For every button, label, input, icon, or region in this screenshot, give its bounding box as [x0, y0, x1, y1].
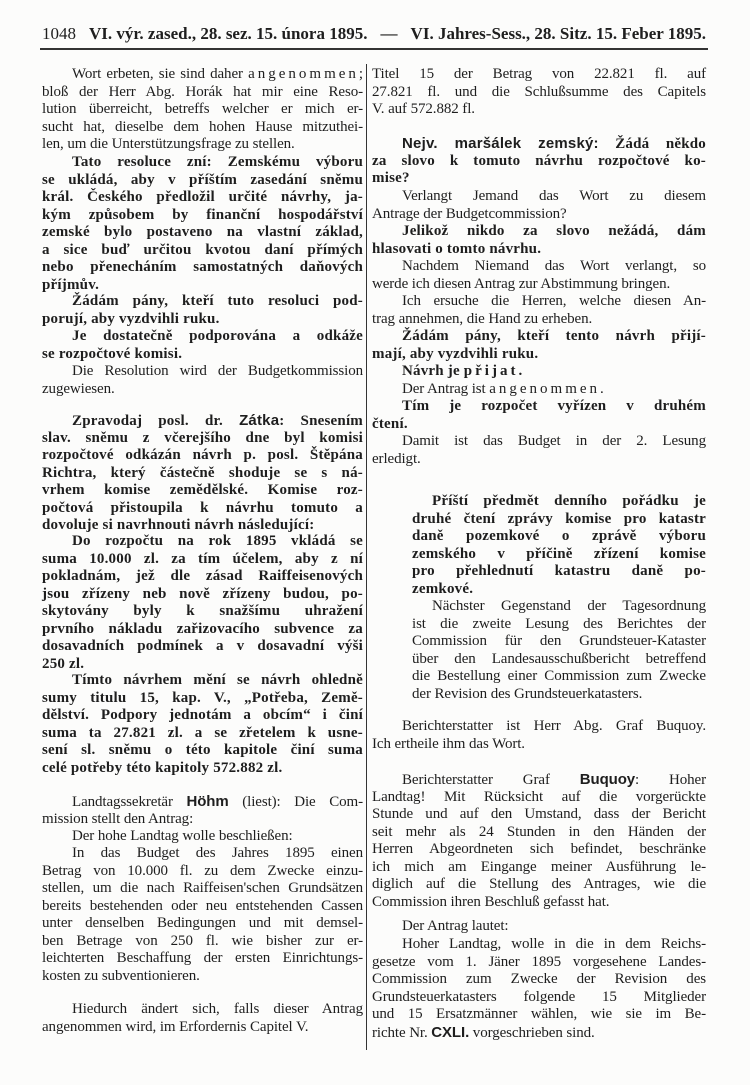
- paragraph-rapporteur-buquoy-de: [372, 771, 706, 911]
- text-line: bloß der Herr Abg. Horák hat mir eine Reso-: [42, 83, 363, 100]
- paragraph-landtag-resolve: [42, 828, 363, 846]
- text-line: 27.821 fl. und die Schlußsumme des Capitels: [372, 83, 706, 100]
- text-line: Landtag! Mit Rücksicht auf die vorgerückte: [372, 788, 706, 805]
- text-line: kosten zu subventionieren.: [42, 967, 200, 984]
- paragraph-next-agenda: [412, 493, 706, 598]
- text-segment: : Hoher: [635, 772, 707, 788]
- text-line: Stunde und auf den Umstand, dass der Bericht: [372, 806, 706, 822]
- paragraph-marshal-question: [372, 135, 706, 188]
- emphasized-word: angenommen: [489, 381, 601, 397]
- text-segment: Berichterstatter Graf: [402, 772, 580, 788]
- paragraph-secretary-hohm: [42, 793, 363, 828]
- text-line: Berichterstatter ist Herr Abg. Graf Buquoy.: [402, 718, 706, 734]
- text-line: rozpočtové odkázán návrh p. posl. Štěpána: [42, 447, 363, 463]
- text-line: [42, 412, 363, 430]
- paragraph-vote-call-de: [372, 258, 706, 293]
- paragraph-budget-proposal: [42, 533, 363, 673]
- text-line: [42, 793, 363, 811]
- text-line: pro přehlednutí katastru daně po-: [412, 563, 706, 579]
- speaker-name: Zátka: [239, 412, 280, 429]
- text-line: zugewiesen.: [42, 380, 115, 397]
- speaker-name: Nejv. maršálek zemský:: [402, 135, 599, 152]
- text-line: Nachdem Niemand das Wort verlangt, so: [402, 258, 706, 274]
- text-line: vrhem komise zemědělské. Komise roz-: [42, 482, 363, 498]
- text-line: Commission zum Zwecke der Revision des: [372, 971, 706, 987]
- text-line: Commission für den Grundsteuer-Kataster: [412, 633, 706, 649]
- text-line: a sice buď určitou kvotou daní přímých: [42, 241, 363, 258]
- text-line: Tímto návrhem mění se návrh ohledně: [72, 672, 363, 688]
- text-line: mají, aby vyzdvihli ruku.: [372, 345, 539, 362]
- header-german: VI. Jahres-Sess., 28. Sitz. 15. Feber 1895.: [410, 24, 706, 43]
- text-segment: richte Nr.: [372, 1024, 432, 1041]
- text-line: [372, 363, 706, 381]
- text-line: Je dostatečně podporována a odkáže: [72, 328, 363, 344]
- text-line: In das Budget des Jahres 1895 einen: [72, 845, 363, 861]
- paragraph-resolution-intro-de: [42, 66, 363, 154]
- text-line: Hoher Landtag, wolle in die in dem Reichs-: [402, 936, 706, 952]
- text-line: Jelikož nikdo za slovo nežádá, dám: [402, 223, 706, 239]
- speaker-name: Höhm: [186, 793, 229, 810]
- paragraph-title-amount-de: [372, 66, 706, 119]
- header-dash: —: [380, 24, 398, 43]
- text-line: [42, 66, 363, 84]
- speaker-name: CXLI.: [431, 1023, 470, 1041]
- text-line: král. Českého předložil určité návrhy, ja-: [42, 189, 363, 205]
- text-line: Grundsteuerkatasters folgende 15 Mitglieder: [372, 988, 706, 1005]
- text-line: seit mehr als 24 Stunden in den Händen der: [372, 823, 706, 840]
- text-line: Ich ersuche die Herren, welche diesen An-: [402, 293, 706, 309]
- text-line: zemské bylo postaveno na vlastní základ,: [42, 224, 363, 240]
- text-line: leichterten Beschaffung der ersten Einrichtungs-: [42, 950, 363, 966]
- text-line: die Bestellung einer Commission zum Zwecke: [412, 668, 706, 684]
- paragraph-resolution-assigned-de: [42, 363, 363, 398]
- text-line: Der hohe Landtag wolle beschließen:: [72, 828, 293, 844]
- text-line: erledigt.: [372, 450, 421, 467]
- text-line: jsou zřízeny neb nově zřízeny budou, po-: [42, 585, 363, 602]
- text-line: Titel 15 der Betrag von 22.821 fl. auf: [372, 66, 706, 82]
- text-line: hlasovati o tomto návrhu.: [372, 240, 542, 257]
- paragraph-budget-proposal-de: [42, 845, 363, 985]
- text-line: čtení.: [372, 415, 408, 432]
- text-line: dosavadních podmínek a v dosavadní výši: [42, 638, 363, 654]
- text-line: Herren Abgeordneten sich befindet, beschränke: [372, 841, 706, 857]
- paragraph-change-note-de: [42, 1001, 363, 1036]
- text-line: diglich auf die Stellung des Antrages, wie die: [372, 876, 706, 892]
- text-line: bereits bestehenden oder neu entstehenden Cassen: [42, 897, 363, 914]
- text-line: unter denselben Bedingungen und mit demsel-: [42, 915, 363, 931]
- text-segment: ;: [358, 66, 363, 82]
- text-line: Damit ist das Budget in der 2. Lesung: [402, 433, 706, 449]
- text-line: über den Landesausschußbericht betreffend: [412, 650, 706, 667]
- text-line: Hiedurch ändert sich, falls dieser Antrag: [72, 1001, 363, 1017]
- text-line: angenommen wird, im Erfordernis Capitel V.: [42, 1018, 309, 1035]
- text-line: [372, 381, 706, 399]
- text-line: se ukládá, aby v příštím zasedání sněmu: [42, 171, 363, 188]
- text-line: und 15 Ersatzmänner wählen, wie sie im Be-: [372, 1006, 706, 1022]
- text-line: sucht hat, dieselbe dem hohen Hause mitzuthei-: [42, 118, 363, 135]
- column-divider: [366, 64, 367, 1050]
- header-czech: VI. výr. zased., 28. sez. 15. února 1895.: [89, 24, 368, 43]
- text-line: zemkové.: [412, 580, 474, 597]
- text-segment: Wort erbeten, sie sind daher: [72, 66, 249, 82]
- text-line: mission stellt den Antrag:: [42, 810, 194, 827]
- paragraph-budget-change: [42, 672, 363, 777]
- page-header: [42, 24, 706, 46]
- text-line: [372, 135, 706, 153]
- text-line: Do rozpočtu na rok 1895 vkládá se: [72, 533, 363, 549]
- text-line: Ich ertheile ihm das Wort.: [372, 735, 525, 752]
- text-line: trag annehmen, die Hand zu erheben.: [372, 310, 593, 327]
- text-line: kým způsobem by finanční hospodářství: [42, 206, 363, 223]
- text-line: pokladnám, jež dle zásad Raiffeisenových: [42, 568, 363, 584]
- text-line: Der Antrag lautet:: [402, 918, 509, 934]
- paragraph-vote-call: [372, 223, 706, 258]
- text-segment: Zpravodaj posl. dr.: [72, 413, 240, 429]
- text-line: Die Resolution wird der Budgetkommission: [72, 363, 363, 379]
- speaker-name: Buquoy: [579, 771, 636, 788]
- text-line: druhé čtení zprávy komise pro katastr: [412, 510, 706, 527]
- emphasized-word: přijat: [463, 363, 519, 379]
- paragraph-rapporteur-announce-de: [372, 718, 706, 753]
- paragraph-motion-text-de: [372, 936, 706, 1041]
- text-line: len, um die Unterstützungsfrage zu stellen.: [42, 136, 295, 152]
- text-line: der Revision des Grundsteuerkatasters.: [412, 685, 643, 702]
- text-line: nebo přenecháním samostatných daňových: [42, 259, 363, 275]
- text-line: zemského v příčině zřízení komise: [412, 545, 706, 562]
- text-line: slav. sněmu z včerejšího dne byl komisi: [42, 429, 363, 446]
- text-segment: .: [518, 363, 523, 379]
- emphasized-word: angenommen: [248, 66, 359, 82]
- text-line: Nächster Gegenstand der Tagesordnung: [432, 598, 706, 614]
- text-line: Příští předmět denního pořádku je: [432, 493, 706, 509]
- text-segment: Der Antrag ist: [402, 381, 490, 397]
- text-line: ich mich am Eingange meiner Ausführung le-: [372, 858, 706, 875]
- text-line: příjmův.: [42, 276, 100, 293]
- text-line: Žádám pány, kteří tento návrh přijí-: [402, 328, 706, 344]
- text-line: suma ta 27.821 zl. a se zřetelem k usne-: [42, 724, 363, 741]
- text-line: se rozpočtové komisi.: [42, 345, 183, 362]
- paragraph-accepted: [372, 363, 706, 381]
- text-segment: .: [600, 381, 604, 397]
- text-line: werde ich diesen Antrag zur Abstimmung bringen.: [372, 275, 671, 292]
- paragraph-marshal-question-de: [372, 188, 706, 223]
- text-line: [372, 771, 706, 789]
- paragraph-next-agenda-de: [412, 598, 706, 703]
- paragraph-budget-done: [372, 398, 706, 433]
- paragraph-raise-hand: [372, 328, 706, 363]
- text-segment: : Snesením: [279, 413, 364, 429]
- text-line: Richtra, který částečně shoduje se s ná-: [42, 464, 363, 481]
- text-line: Tím je rozpočet vyřízen v druhém: [402, 398, 706, 414]
- text-line: mise?: [372, 170, 410, 186]
- text-line: ben Betrage von 250 fl. wie bisher zur er-: [42, 932, 363, 949]
- paragraph-budget-done-de: [372, 433, 706, 468]
- page-number: 1048: [42, 24, 76, 43]
- text-line: gesetze vom 1. Jäner 1895 vorgesehene Landes-: [372, 953, 706, 970]
- text-line: Commission ihren Beschluß gefasst hat.: [372, 893, 610, 910]
- text-line: suma 10.000 zl. za tím účelem, aby z ní: [42, 550, 363, 567]
- text-segment: Landtagssekretär: [72, 794, 187, 810]
- text-segment: Návrh je: [402, 363, 464, 379]
- text-segment: Žádá někdo: [598, 136, 706, 152]
- text-line: prvního nákladu zařizovacího subvence za: [42, 620, 363, 637]
- text-line: lution überreicht, betreffs welcher er mich er-: [42, 101, 363, 117]
- text-line: za slovo k tomuto návrhu rozpočtové ko-: [372, 152, 706, 169]
- paragraph-raise-hand-de: [372, 293, 706, 328]
- paragraph-vote-request: [42, 293, 363, 328]
- text-line: [372, 1024, 706, 1042]
- text-line: sení sl. sněmu o této kapitole činí suma: [42, 742, 363, 758]
- text-line: stellen, um die nach Raiffeisen'schen Grundsätzen: [42, 880, 363, 896]
- text-line: Žádám pány, kteří tuto resoluci pod-: [72, 293, 363, 309]
- text-line: celé potřeby této kapitoly 572.882 zl.: [42, 759, 283, 776]
- paragraph-accepted-de: [372, 381, 706, 399]
- text-line: Betrag von 10.000 fl. zu dem Zwecke einzu-: [42, 862, 363, 879]
- text-line: V. auf 572.882 fl.: [372, 101, 475, 117]
- text-line: ist die zweite Lesung des Berichtes der: [412, 615, 706, 632]
- text-line: dělství. Podpory jednotám a obcím“ i činí: [42, 707, 363, 723]
- text-line: skytovány byly k snažšímu uhražení: [42, 603, 363, 619]
- text-line: Verlangt Jemand das Wort zu diesem: [402, 188, 706, 204]
- text-line: porují, aby vyzdvihli ruku.: [42, 310, 220, 327]
- header-rule: [40, 48, 708, 50]
- text-line: 250 zl.: [42, 655, 85, 672]
- text-line: sumy titulu 15, kap. V., „Potřeba, Země-: [42, 689, 363, 706]
- text-segment: vorgeschrieben sind.: [469, 1024, 595, 1041]
- paragraph-motion-heading-de: [372, 918, 706, 936]
- paragraph-resolution-text: [42, 154, 363, 294]
- text-line: dovoluje si navrhnouti návrh následující:: [42, 517, 315, 533]
- text-line: Antrage der Budgetcommission?: [372, 205, 567, 222]
- text-segment: (liest): Die Com-: [228, 794, 363, 810]
- text-line: daně pozemkové o zprávě výboru: [412, 528, 706, 544]
- paragraph-supported: [42, 328, 363, 363]
- text-line: počtová přistoupila k návrhu tomuto a: [42, 499, 363, 516]
- text-line: Tato resoluce zní: Zemskému výboru: [72, 154, 363, 170]
- paragraph-rapporteur-zatka: [42, 412, 363, 535]
